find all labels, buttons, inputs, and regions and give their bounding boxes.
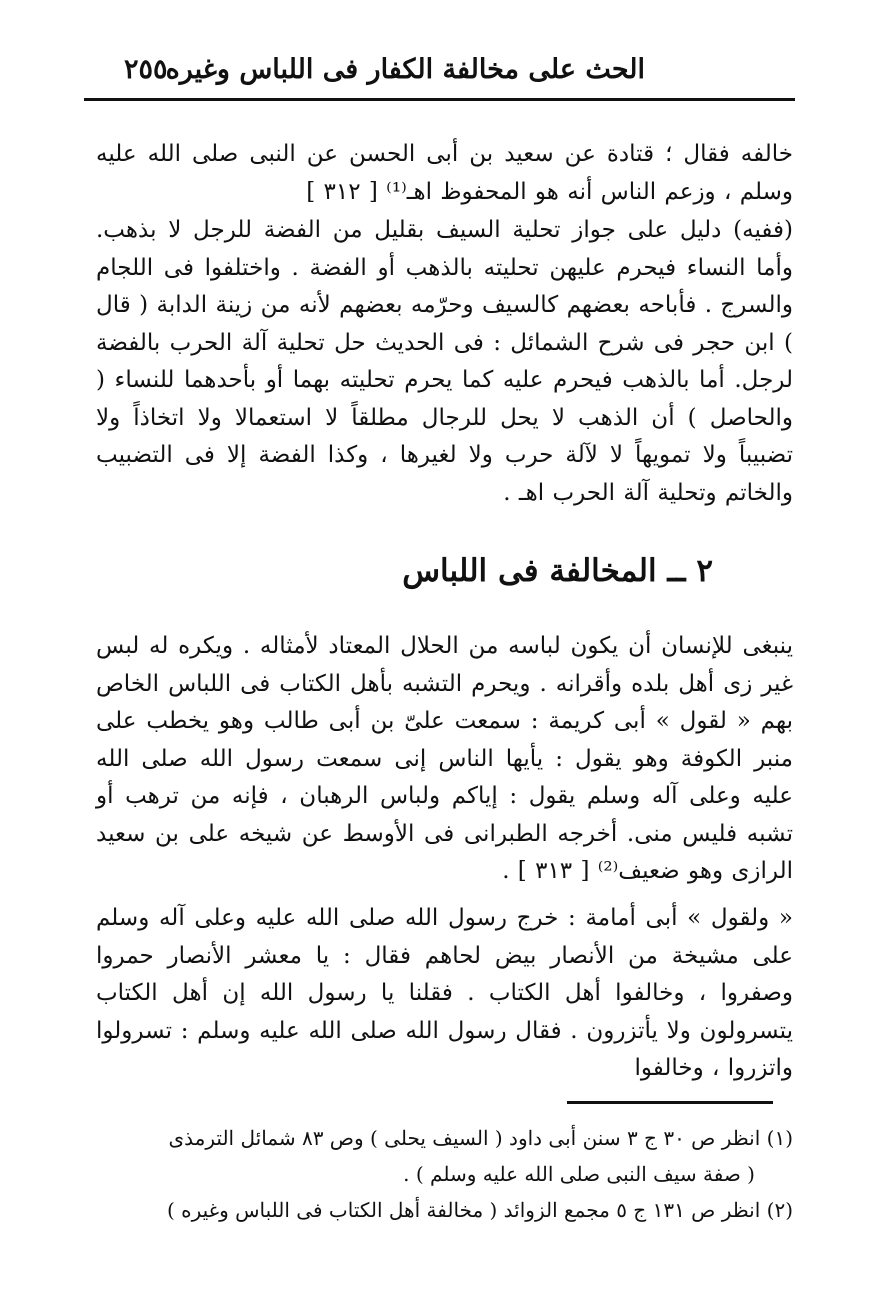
paragraph-commentary: (ففيه) دليل على جواز تحلية السيف بقليل من الفضة للرجل لا بذهب. وأما النساء فيحرم عليهن تحليته بالذهب أو الفضة . واختلفوا فى اللجام والسرج . فأباحه بعضهم كالسيف وحرّمه بعضهم لأنه من زينة الدابة ( قال ) ابن حجر فى شرح الشمائل : فى الحديث حل تحلية آلة الحرب بالفضة لرجل. أما بالذهب فيحرم عليه كما يحرم تحليته بهما أو بأحدهما للنساء ( والحاصل ) أن الذهب لا يحل للرجال مطلقاً لا استعمالا ولا اتخاذاً ولا تضبيباً ولا تمويهاً لا لآلة حرب ولا لغيرها ، وكذا الفضة إلا فى التضبيب والخاتم وتحلية آلة الحرب اهـ . <box>96 217 793 506</box>
paragraph-hadith-continuation: خالفه فقال ؛ قتادة عن سعيد بن أبى الحسن عن النبى صلى الله عليه وسلم ، وزعم الناس أنه هو المحفوظ اهـ⁽¹⁾ [ ٣١٢ ] <box>96 141 793 205</box>
paragraph-clothing-intro: ينبغى للإنسان أن يكون لباسه من الحلال المعتاد لأمثاله . ويكره له لبس غير زى أهل بلده وأقرانه . ويحرم التشبه بأهل الكتاب فى اللباس الخاص بهم « لقول » أبى كريمة : سمعت علىّ بن أبى طالب وهو يخطب على منبر الكوفة وهو يقول : يأيها الناس إنى سمعت رسول الله صلى الله عليه وعلى آله وسلم يقول : إياكم ولباس الرهبان ، فإنه من ترهب أو تشبه فليس منى. أخرجه الطبرانى فى الأوسط عن شيخه على بن سعيد الرازى وهو ضعيف⁽²⁾ [ ٣١٣ ] . <box>96 633 793 884</box>
footnote-1: (١) انظر ص ٣٠ ج ٣ سنن أبى داود ( السيف يحلى ) وص ٨٣ شمائل الترمذى <box>168 1126 793 1150</box>
section-heading: ٢ ــ المخالفة فى اللباس <box>402 553 713 589</box>
header-rule <box>84 98 795 101</box>
footnote-1-continuation: ( صفة سيف النبى صلى الله عليه وسلم ) . <box>403 1162 755 1186</box>
page-number: ٢٥٥ <box>124 54 168 85</box>
footnote-rule <box>567 1101 773 1104</box>
running-header <box>84 48 795 96</box>
footnote-2: (٢) انظر ص ١٣١ ج ٥ مجمع الزوائد ( مخالفة أهل الكتاب فى اللباس وغيره ) <box>166 1198 793 1222</box>
footnotes <box>96 1120 793 1228</box>
paragraph-abu-umama: « ولقول » أبى أمامة : خرج رسول الله صلى الله عليه وعلى آله وسلم على مشيخة من الأنصار بيض لحاهم فقال : يا معشر الأنصار حمروا وصفروا ، وخالفوا أهل الكتاب . فقلنا يا رسول الله إن أهل الكتاب يتسرولون ولا يأتزرون . فقال رسول الله صلى الله عليه وسلم : تسرولوا واتزروا ، وخالفوا <box>96 905 793 1081</box>
running-title: الحث على مخالفة الكفار فى اللباس وغيره <box>165 54 645 85</box>
